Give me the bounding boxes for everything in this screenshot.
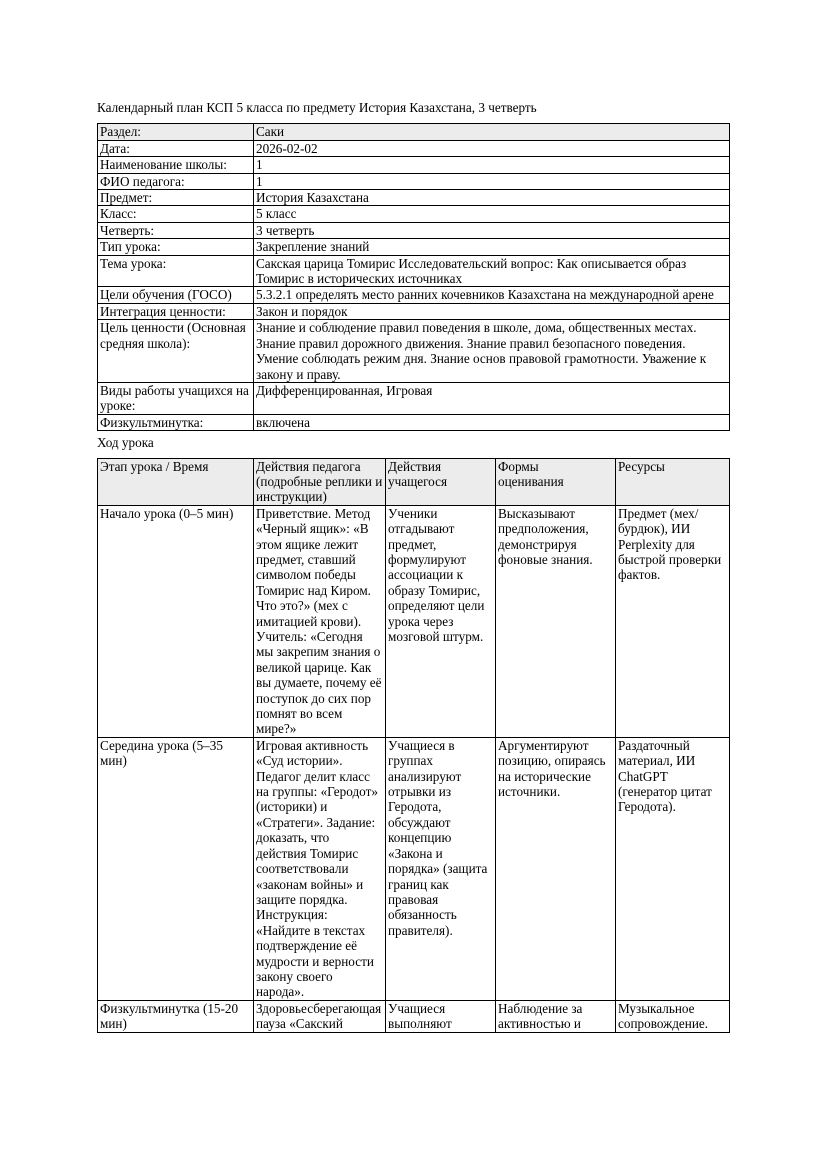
table-row [98, 157, 730, 173]
info-value: Закрепление знаний [254, 239, 730, 255]
column-header-assessment [496, 458, 616, 505]
section-heading: Ход урока [97, 435, 154, 451]
info-label: Физкультминутка: [98, 414, 254, 430]
resources-cell: Предмет (мех/бурдюк), ИИ Perplexity для быстрой проверки фактов. [616, 505, 730, 737]
info-value: 5 класс [254, 206, 730, 222]
resources-cell: Раздаточный материал, ИИ ChatGPT (генератор цитат Геродота). [616, 737, 730, 1000]
info-label: Цели обучения (ГОСО) [98, 287, 254, 303]
table-row [98, 320, 730, 383]
column-header-student: Действия учащегося [386, 458, 496, 505]
info-value: Саки [254, 124, 730, 140]
info-value: 5.3.2.1 определять место ранних кочевников Казахстана на международной арене [254, 287, 730, 303]
stage-cell: Начало урока (0–5 мин) [98, 505, 254, 737]
table-row [98, 287, 730, 303]
assessment-cell-text: Наблюдение за активностью и [498, 1000, 583, 1032]
info-label: Четверть: [98, 222, 254, 238]
info-label: Класс: [98, 206, 254, 222]
info-label: ФИО педагога: [98, 173, 254, 189]
info-label: Предмет: [98, 190, 254, 206]
stage-cell [98, 1000, 254, 1032]
table-row [98, 303, 730, 319]
table-row [98, 382, 730, 414]
info-value: Сакская царица Томирис Исследовательский вопрос: Как описывается образ Томирис в исторических источниках [254, 255, 730, 287]
student-actions-cell [386, 1000, 496, 1032]
info-label: Наименование школы: [98, 157, 254, 173]
table-row [98, 239, 730, 255]
stage-cell-text: Физкультминутка (15-20 мин) [100, 1000, 239, 1032]
info-label: Дата: [98, 140, 254, 156]
column-header-assessment-label: Формы оценивания [498, 458, 564, 489]
info-label: Тип урока: [98, 239, 254, 255]
resources-cell-text: Музыкальное сопровождение. [618, 1000, 709, 1032]
page-title: Календарный план КСП 5 класса по предмету История Казахстана, 3 четверть [97, 100, 537, 115]
resources-cell [616, 1000, 730, 1032]
info-label: Тема урока: [98, 255, 254, 287]
assessment-cell: Высказывают предположения, демонстрируя фоновые знания. [496, 505, 616, 737]
student-actions-cell-text: Учащиеся выполняют [388, 1000, 452, 1032]
column-header-resources: Ресурсы [616, 458, 730, 505]
stage-cell: Середина урока (5–35 мин) [98, 737, 254, 1000]
assessment-cell: Аргументируют позицию, опираясь на исторические источники. [496, 737, 616, 1000]
info-value: История Казахстана [254, 190, 730, 206]
table-row [98, 505, 730, 737]
student-actions-cell: Ученики отгадывают предмет, формулируют ассоциации к образу Томирис, определяют цели урока через мозговой штурм. [386, 505, 496, 737]
teacher-actions-cell: Приветствие. Метод «Черный ящик»: «В этом ящике лежит предмет, ставший символом победы Томирис над Киром. Что это?» (мех с имитацией крови). Учитель: «Сегодня мы закрепим знания о великой царице. Как вы думаете, почему её поступок до сих пор помнят во всем мире?» [254, 505, 386, 737]
document-content [97, 100, 729, 1033]
teacher-actions-cell-text: Здоровьесберегающая пауза «Сакский [256, 1000, 382, 1032]
info-value: Дифференцированная, Игровая [254, 382, 730, 414]
assessment-cell [496, 1000, 616, 1032]
table-row [98, 173, 730, 189]
info-value: включена [254, 414, 730, 430]
info-label: Интеграция ценности: [98, 303, 254, 319]
info-label: Раздел: [98, 124, 254, 140]
table-row [98, 190, 730, 206]
info-value: 1 [254, 157, 730, 173]
column-header-teacher: Действия педагога (подробные реплики и инструкции) [254, 458, 386, 505]
info-value: 1 [254, 173, 730, 189]
table-row [98, 414, 730, 430]
lesson-flow-table [97, 458, 730, 1033]
lesson-info-table [97, 123, 730, 431]
table-row [98, 255, 730, 287]
table-row [98, 206, 730, 222]
table-header-row [98, 458, 730, 505]
table-row [98, 222, 730, 238]
info-value: Знание и соблюдение правил поведения в школе, дома, общественных местах. Знание правил дорожного движения. Знание правил безопасного поведения. Умение соблюдать режим дня. Знание основ правовой грамотности. Уважение к закону и праву. [254, 320, 730, 383]
table-row [98, 737, 730, 1000]
table-row [98, 124, 730, 140]
column-header-stage: Этап урока / Время [98, 458, 254, 505]
info-label: Виды работы учащихся на уроке: [98, 382, 254, 414]
student-actions-cell: Учащиеся в группах анализируют отрывки из Геродота, обсуждают концепцию «Закона и порядка» (защита границ как правовая обязанность правителя). [386, 737, 496, 1000]
teacher-actions-cell [254, 1000, 386, 1032]
info-value: 3 четверть [254, 222, 730, 238]
info-value: Закон и порядок [254, 303, 730, 319]
info-value: 2026-02-02 [254, 140, 730, 156]
info-label: Цель ценности (Основная средняя школа): [98, 320, 254, 383]
table-row [98, 140, 730, 156]
table-row-clipped [98, 1000, 730, 1032]
teacher-actions-cell: Игровая активность «Суд истории». Педагог делит класс на группы: «Геродот» (историки) и «Стратеги». Задание: доказать, что действия Томирис соответствовали «законам войны» и защите порядка. Инструкция: «Найдите в текстах подтверждение её мудрости и верности закону своего народа». [254, 737, 386, 1000]
